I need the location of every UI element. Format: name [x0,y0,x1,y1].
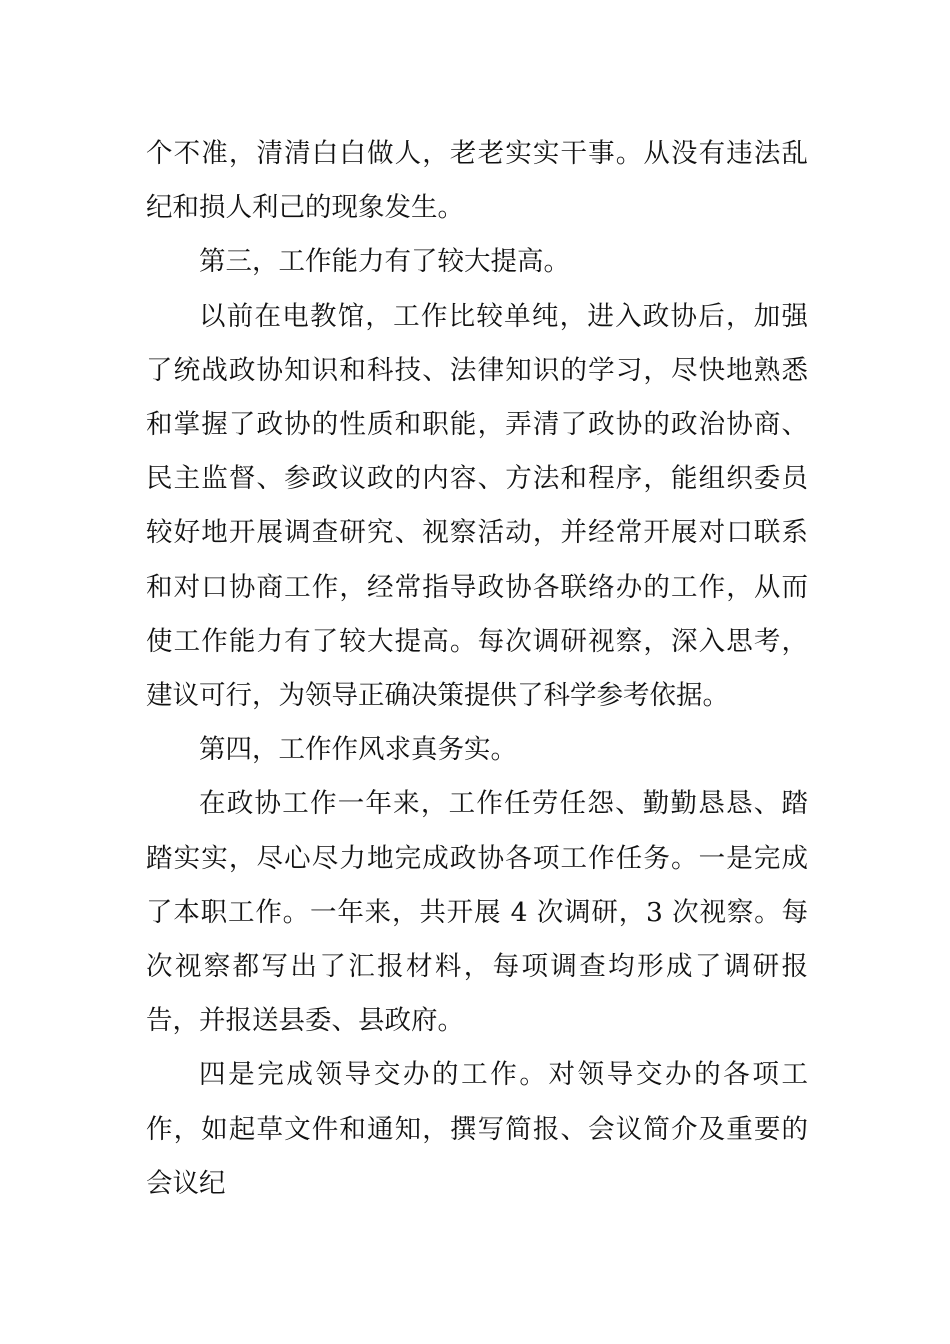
paragraph-3: 以前在电教馆，工作比较单纯，进入政协后，加强了统战政协知识和科技、法律知识的学习，尽快地熟悉和掌握了政协的性质和职能，弄清了政协的政治协商、民主监督、参政议政的内容、方法和程序，能组织委员较好地开展调查研究、视察活动，并经常开展对口联系和对口协商工作，经常指导政协各联络办的工作，从而使工作能力有了较大提高。每次调研视察，深入思考，建议可行，为领导正确决策提供了科学参考依据。 [146,300,808,712]
paragraph-4-heading: 第四，工作作风求真务实。 [199,734,517,766]
paragraph-6: 四是完成领导交办的工作。对领导交办的各项工作，如起草文件和通知，撰写简报、会议简介及重要的会议纪 [146,1059,808,1199]
paragraph-2-heading: 第三，工作能力有了较大提高。 [199,246,570,278]
paragraph-5: 在政协工作一年来，工作任劳任怨、勤勤恳恳、踏踏实实，尽心尽力地完成政协各项工作任务。一是完成了本职工作。一年来，共开展 4 次调研，3 次视察。每次视察都写出了汇报材料，每项调查均形成了调研报告，并报送县委、县政府。 [146,788,808,1037]
paragraph-1: 个不准，清清白白做人，老老实实干事。从没有违法乱纪和损人利己的现象发生。 [146,138,808,224]
document-page [146,127,808,1211]
